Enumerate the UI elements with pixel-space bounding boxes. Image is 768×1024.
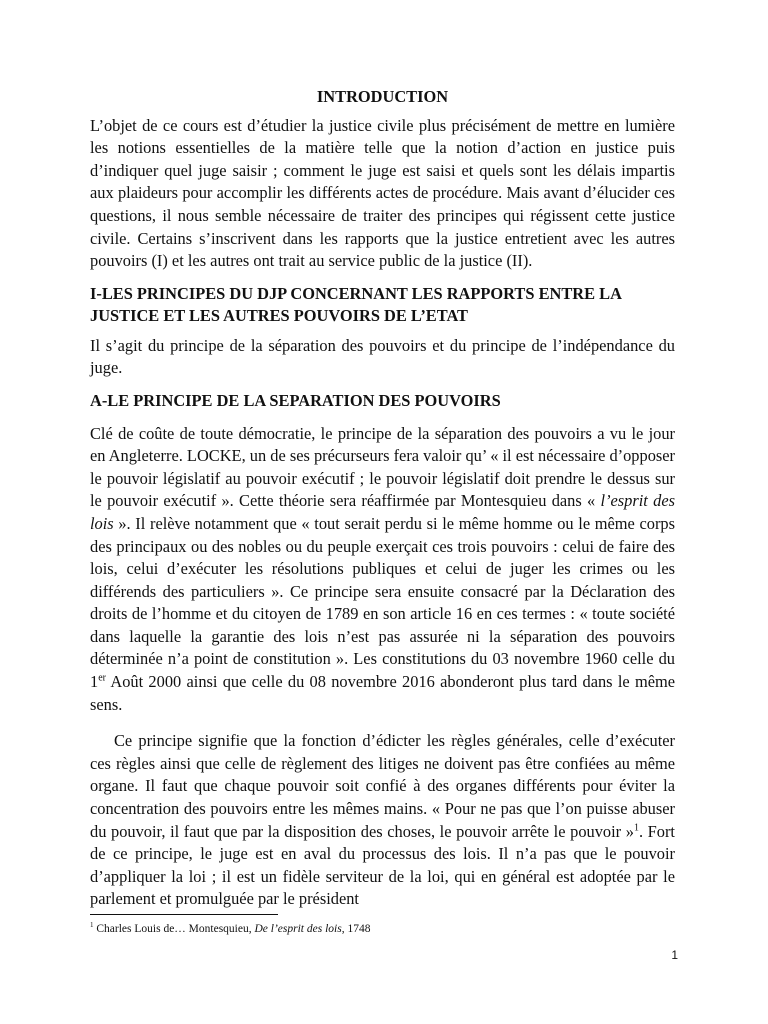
footnote-marker: 1: [90, 921, 94, 930]
separation-history-paragraph: [90, 423, 675, 717]
page-title: INTRODUCTION: [316, 87, 449, 106]
principle-meaning-paragraph: [90, 730, 675, 911]
page-content: [90, 86, 675, 911]
book-title-italic: l’esprit des lois: [90, 491, 675, 533]
text-run: Août 2000 ainsi que celle du 08 novembre 2016 abonderont plus tard dans le même sens.: [90, 672, 675, 714]
subsection-heading-a: A-LE PRINCIPE DE LA SEPARATION DES POUVOIRS: [90, 390, 501, 410]
text-run: Ce principe signifie que la fonction d’édicter les règles générales, celle d’exécuter ces règles ainsi que celle de règlement des litiges ne doivent pas être confiées au même organe. Il faut que chaque pouvoir soit confié à des organes différents pour éviter la concentration des pouvoirs entre les mêmes mains. « Pour ne pas que l’on puisse abuser du pouvoir, il faut que par la disposition des choses, le pouvoir arrête le pouvoir »: [90, 731, 675, 841]
text-run: ». Il relève notamment que « tout serait perdu si le même homme ou le même corps des principaux ou des nobles ou du peuple exerçait ces trois pouvoirs : celui de faire des lois, celui d’exécuter les résolutions publiques et celui de juger les crimes ou les différends des particuliers ». Ce principe sera ensuite consacré par la Déclaration des droits de l’homme et du citoyen de 1789 en son article 16 en ces termes : « toute société dans laquelle la garantie des lois n’est pas assurée ni la séparation des pouvoirs déterminée n’a point de constitution ». Les constitutions du 03 novembre 1960 celle du 1: [90, 513, 675, 692]
text-run: Clé de coûte de toute démocratie, le principe de la séparation des pouvoirs a vu le jour en Angleterre. LOCKE, un de ses précurseurs fera valoir qu’ « il est nécessaire d’opposer le pouvoir législatif au pouvoir exécutif ; le pouvoir législatif doit prendre le dessus sur le pouvoir exécutif ». Cette théorie sera réaffirmée par Montesquieu dans «: [90, 423, 675, 511]
page-number: 1: [671, 948, 678, 962]
footnote-year: , 1748: [341, 923, 371, 935]
footnote-separator: [90, 914, 278, 915]
section-heading-i: I-LES PRINCIPES DU DJP CONCERNANT LES RAPPORTS ENTRE LA JUSTICE ET LES AUTRES POUVOIRS DE L’ETAT: [90, 283, 621, 325]
footnote-book-title: De l’esprit des lois: [254, 923, 342, 935]
section-i-paragraph: Il s’agit du principe de la séparation des pouvoirs et du principe de l’indépendance du juge.: [90, 335, 675, 378]
footnote-reference[interactable]: 1: [633, 822, 639, 834]
text-run: . Fort de ce principe, le juge est en aval du processus des lois. Il n’a pas que le pouvoir d’appliquer la loi ; il est un fidèle serviteur de la loi, qui en général est adoptée par le parlement et promulguée par le président: [90, 821, 675, 909]
intro-paragraph: L’objet de ce cours est d’étudier la justice civile plus précisément de mettre en lumière les notions essentielles de la matière telle que la notion d’action en justice puis d’indiquer quel juge saisir ; comment le juge est saisi et quels sont les délais impartis aux plaideurs pour accomplir les différents actes de procédure. Mais avant d’élucider ces questions, il nous semble nécessaire de traiter des principes qui régissent cette justice civile. Certains s’inscrivent dans les rapports que la justice entretient avec les autres pouvoirs (I) et les autres ont trait au service public de la justice (II).: [90, 115, 675, 271]
footnote-text: Charles Louis de… Montesquieu,: [93, 923, 255, 935]
footnote: [90, 922, 690, 936]
ordinal-superscript: er: [98, 672, 106, 684]
